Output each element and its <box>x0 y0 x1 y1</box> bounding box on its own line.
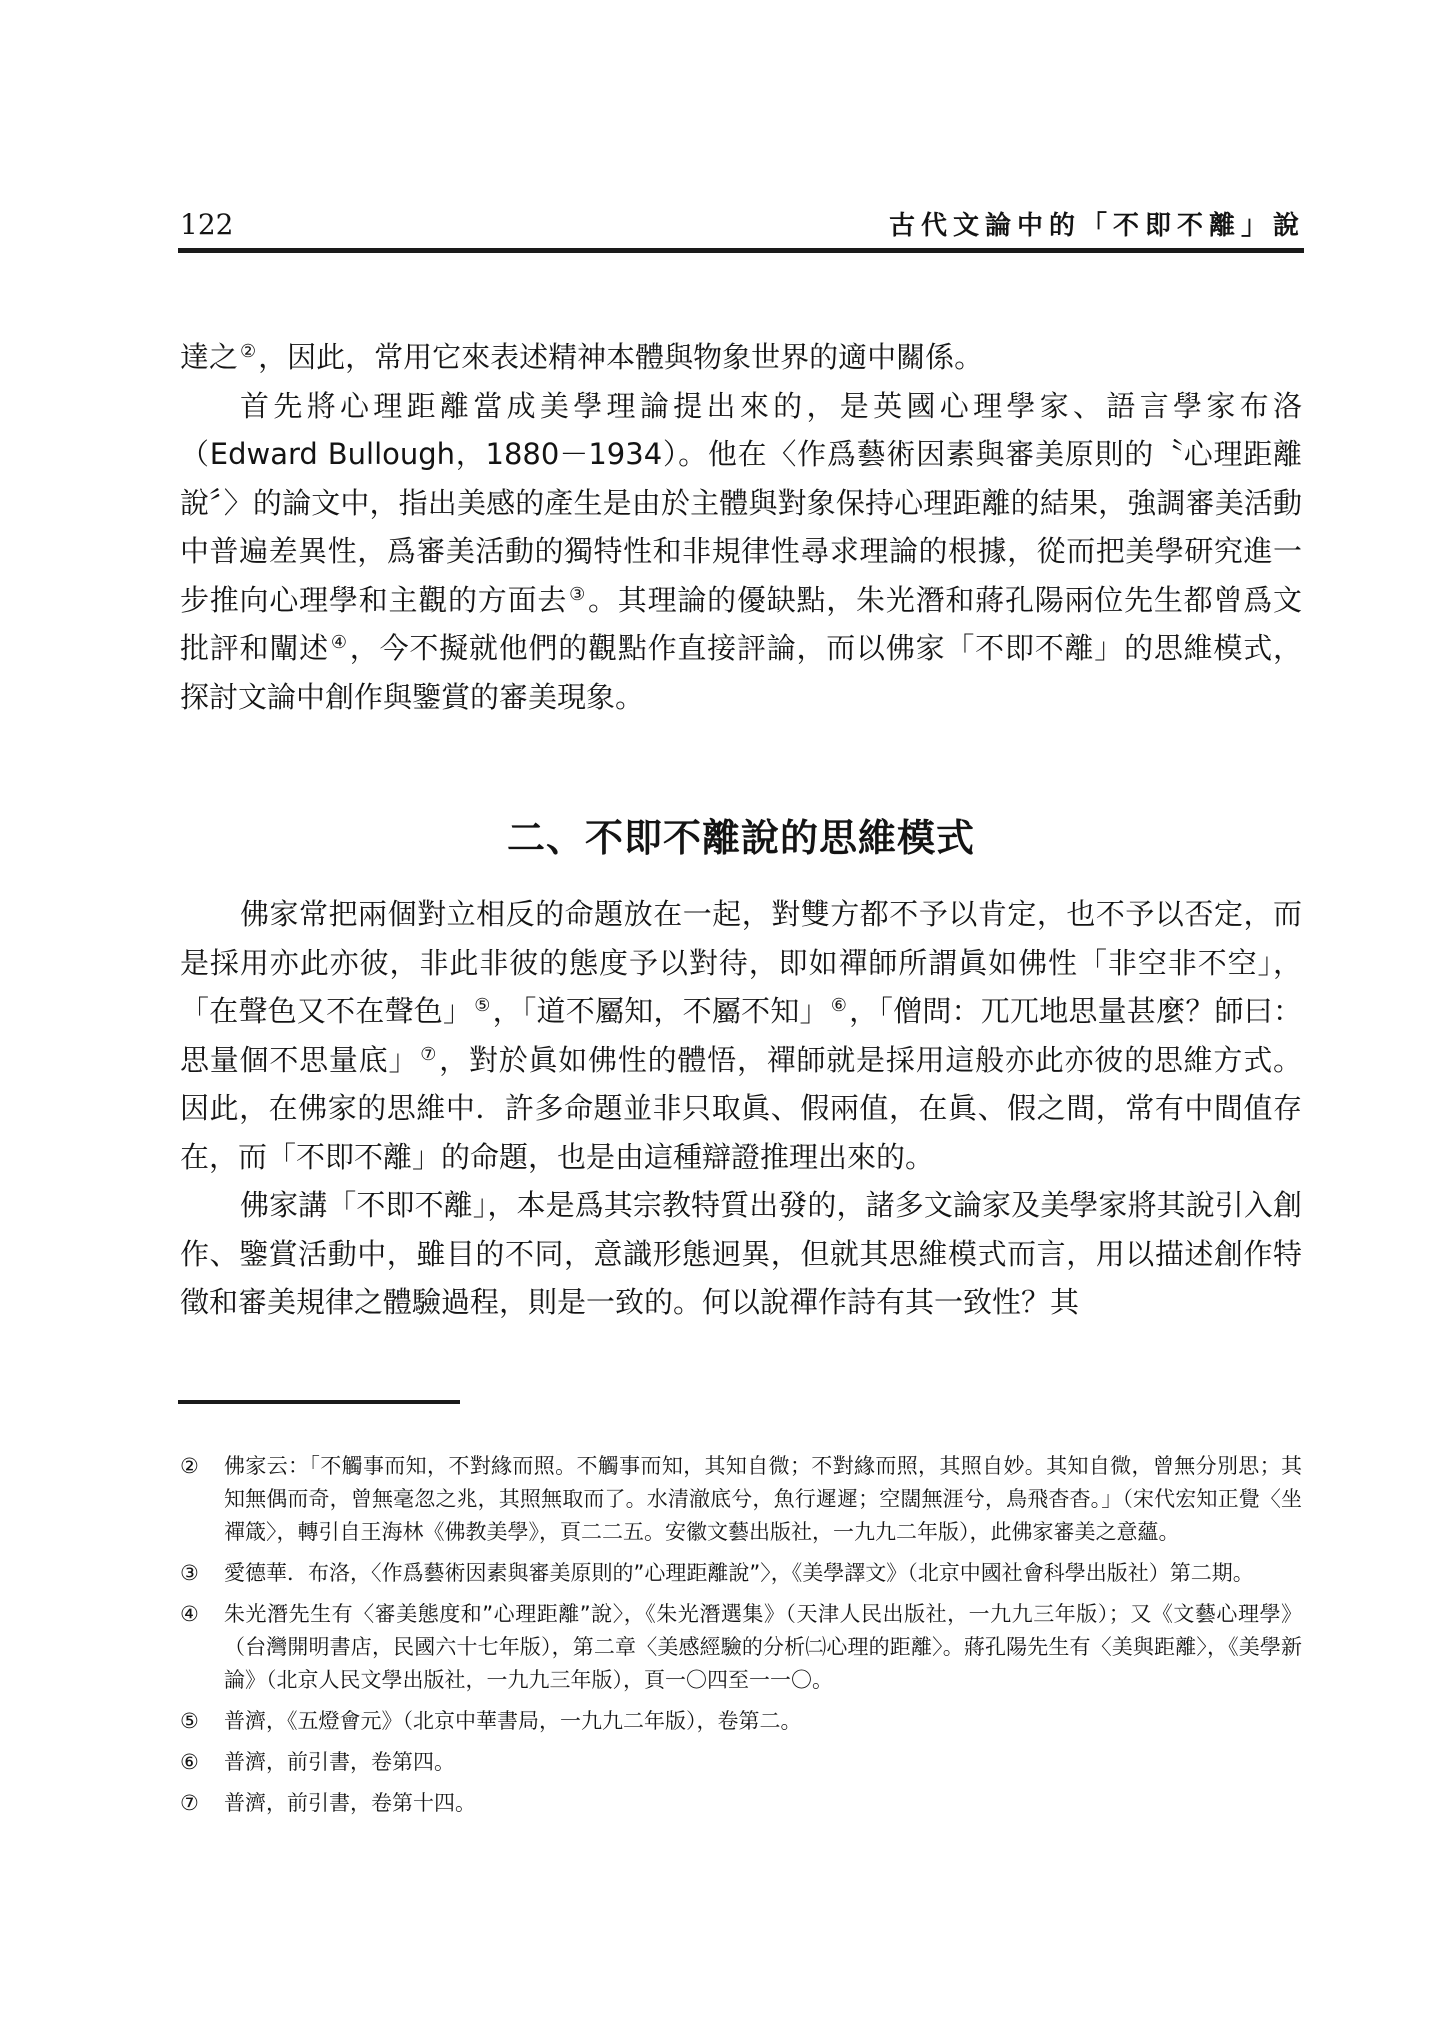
running-header-title: 古代文論中的「不即不離」說 <box>888 211 1305 241</box>
body-text-bottom <box>180 890 1302 1327</box>
footnote <box>180 1450 1302 1549</box>
header-rule <box>178 248 1304 253</box>
page-number: 122 <box>180 208 234 241</box>
paragraph-text: ，因此，常用它來表述精神本體與物象世界的適中關係。 <box>258 340 984 374</box>
footnote-text: 朱光潛先生有〈審美態度和”心理距離”說〉，《朱光潛選集》（天津人民出版社，一九九三年版）；又《文藝心理學》（台灣開明書店，民國六十七年版），第二章〈美感經驗的分析㈡心理的距離〉。蔣孔陽先生有〈美與距離〉，《美學新論》（北京人民文學出版社，一九九三年版），頁一〇四至一一〇。 <box>224 1602 1302 1692</box>
footnote-text: 普濟，前引書，卷第十四。 <box>224 1791 476 1815</box>
footnote-ref-4: ④ <box>330 632 348 654</box>
footnote-mark: ② <box>180 1454 199 1478</box>
footnote-text: 普濟，《五燈會元》（北京中華書局，一九九二年版），卷第二。 <box>224 1709 802 1733</box>
footnote-ref-6: ⑥ <box>830 995 848 1017</box>
footnote-text: 愛德華．布洛，〈作爲藝術因素與審美原則的”心理距離說”〉，《美學譯文》（北京中國社會科學出版社）第二期。 <box>224 1561 1254 1585</box>
footnote-ref-3: ③ <box>569 583 587 605</box>
footnote-mark: ⑤ <box>180 1709 199 1733</box>
footnote-mark: ⑥ <box>180 1750 199 1774</box>
body-text-top <box>180 333 1302 721</box>
paragraph-text: ，今不擬就他們的觀點作直接評論，而以佛家「不即不離」的思維模式，探討文論中創作與鑒賞的審美現象。 <box>180 631 1302 714</box>
footnote-mark: ③ <box>180 1561 199 1585</box>
footnotes <box>180 1450 1302 1828</box>
footnote <box>180 1705 1302 1738</box>
paragraph-text: 首先將心理距離當成美學理論提出來的，是英國心理學家、語言學家布洛（Edward Bullough，1880－1934）。他在〈作爲藝術因素與審美原則的〝心理距離說〞〉的論文中，指出美感的產生是由於主體與對象保持心理距離的結果，強調審美活動中普遍差異性，爲審美活動的獨特性和非規律性尋求理論的根據，從而把美學研究進一步推向心理學和主觀的方面去 <box>180 388 1302 617</box>
footnote-ref-7: ⑦ <box>420 1043 438 1065</box>
paragraph-text: ，對於眞如佛性的體悟，禪師就是採用這般亦此亦彼的思維方式。因此，在佛家的思維中．許多命題並非只取眞、假兩值，在眞、假之間，常有中間值存在，而「不即不離」的命題，也是由這種辯證推理出來的。 <box>180 1042 1302 1174</box>
paragraph <box>180 890 1302 1181</box>
section-heading: 二、不即不離說的思維模式 <box>506 816 975 860</box>
paragraph-text: ，「道不屬知，不屬不知」 <box>492 994 829 1028</box>
footnote <box>180 1557 1302 1590</box>
footnote <box>180 1787 1302 1820</box>
paragraph <box>180 382 1302 722</box>
paragraph-text: 佛家常把兩個對立相反的命題放在一起，對雙方都不予以肯定，也不予以否定，而是採用亦此亦彼，非此非彼的態度予以對待，即如禪師所謂眞如佛性「非空非不空」，「在聲色又不在聲色」 <box>180 897 1302 1028</box>
paragraph-text: 。其理論的優缺點，朱光潛和蔣孔陽兩位先生都曾爲文批評和闡述 <box>180 582 1302 665</box>
paragraph-text: 佛家講「不即不離」，本是爲其宗教特質出發的，諸多文論家及美學家將其說引入創作、鑒賞活動中，雖目的不同，意識形態迥異，但就其思維模式而言，用以描述創作特徵和審美規律之體驗過程，則是一致的。何以說禪作詩有其一致性？其 <box>180 1188 1302 1319</box>
footnote-mark: ⑦ <box>180 1791 199 1815</box>
footnote-ref-2: ② <box>240 341 257 363</box>
paragraph <box>180 1181 1302 1327</box>
paragraph-text: 達之 <box>180 340 239 374</box>
footnote-text: 普濟，前引書，卷第四。 <box>224 1750 455 1774</box>
footnote-rule <box>178 1400 460 1404</box>
footnote-ref-5: ⑤ <box>474 995 491 1017</box>
paragraph <box>180 333 1302 382</box>
footnote-mark: ④ <box>180 1602 199 1626</box>
footnote-text: 佛家云：「不觸事而知，不對緣而照。不觸事而知，其知自微；不對緣而照，其照自妙。其知自微，曾無分別思；其知無偶而奇，曾無毫忽之兆，其照無取而了。水清澈底兮，魚行遲遲；空闊無涯兮，鳥飛杳杳。」（宋代宏知正覺〈坐禪箴〉，轉引自王海林《佛教美學》，頁二二五。安徽文藝出版社，一九九二年版），此佛家審美之意蘊。 <box>224 1454 1302 1544</box>
paragraph-text: ，「僧問：兀兀地思量甚麼？師曰：思量個不思量底」 <box>180 994 1303 1077</box>
footnote <box>180 1746 1302 1779</box>
footnote <box>180 1598 1302 1697</box>
